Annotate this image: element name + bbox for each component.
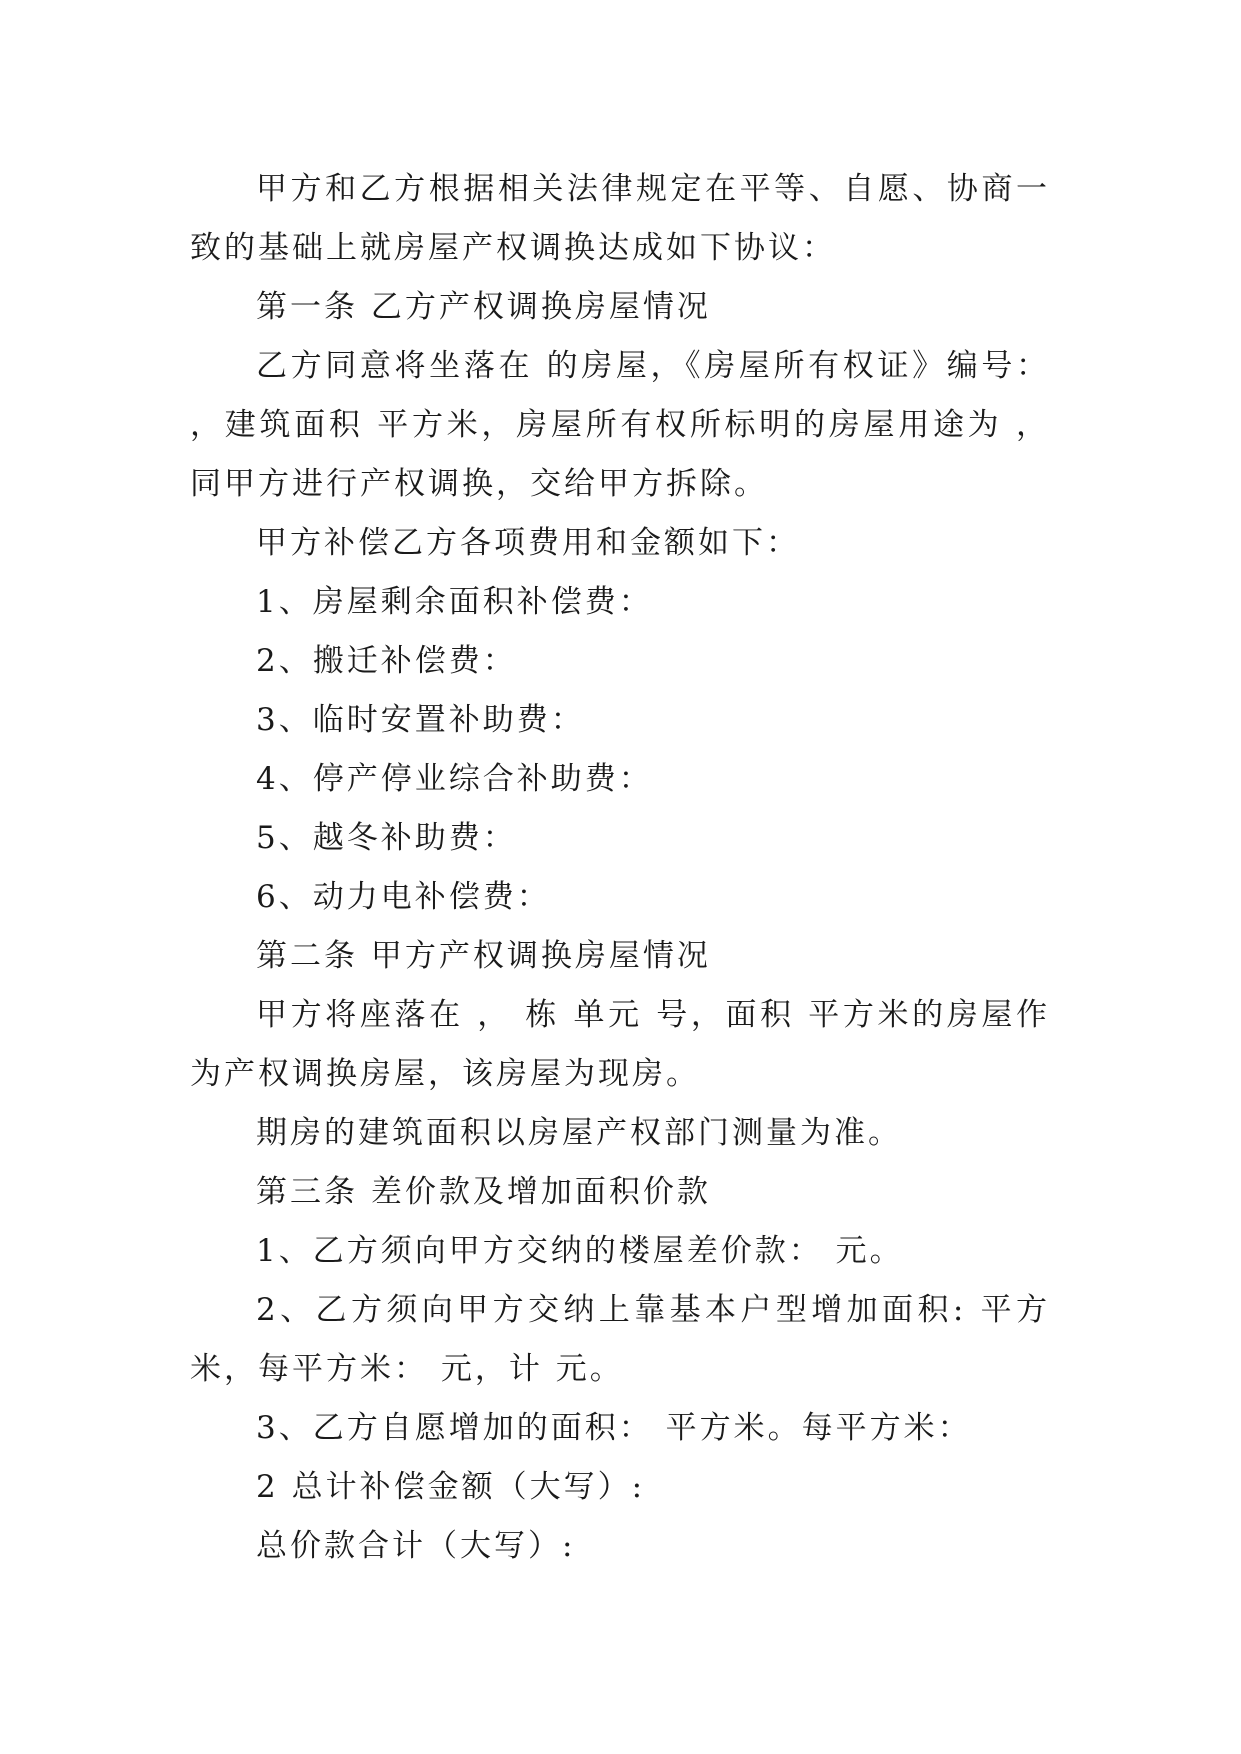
article-three-heading: 第三条 差价款及增加面积价款 <box>256 1174 711 1210</box>
article-one-heading: 第一条 乙方产权调换房屋情况 <box>256 289 711 325</box>
compensation-item-5: 5、越冬补助费： <box>256 820 517 856</box>
compensation-item-2: 2、搬迁补偿费： <box>256 643 517 679</box>
future-house-note: 期房的建筑面积以房屋产权部门测量为准。 <box>256 1115 902 1151</box>
price-difference-item-1: 1、乙方须向甲方交纳的楼屋差价款： 元。 <box>256 1233 904 1269</box>
compensation-item-1: 1、房屋剩余面积补偿费： <box>256 584 653 620</box>
price-difference-item-3: 3、乙方自愿增加的面积： 平方米。每平方米： <box>256 1410 972 1446</box>
article-two-heading: 第二条 甲方产权调换房屋情况 <box>256 938 711 974</box>
article-two-house-paragraph: 甲方将座落在 ， 栋 单元 号，面积 平方米的房屋作为产权调换房屋，该房屋为现房。 <box>190 997 1050 1092</box>
article-one-house-paragraph: 乙方同意将坐落在 的房屋，《房屋所有权证》编号： ，建筑面积 平方米，房屋所有权所标明的房屋用途为 ，同甲方进行产权调换，交给甲方拆除。 <box>190 348 1063 502</box>
price-difference-item-2: 2、乙方须向甲方交纳上靠基本户型增加面积: 平方米，每平方米： 元，计 元。 <box>190 1292 1050 1387</box>
compensation-item-3: 3、临时安置补助费： <box>256 702 585 738</box>
total-price-line: 总价款合计（大写）: <box>256 1528 576 1564</box>
total-compensation-line: 2 总计补偿金额（大写）: <box>256 1469 646 1505</box>
intro-paragraph: 甲方和乙方根据相关法律规定在平等、自愿、协商一致的基础上就房屋产权调换达成如下协议： <box>190 171 1050 266</box>
compensation-item-4: 4、停产停业综合补助费： <box>256 761 653 797</box>
compensation-intro: 甲方补偿乙方各项费用和金额如下： <box>256 525 800 561</box>
agreement-body <box>190 160 1063 1576</box>
compensation-item-6: 6、动力电补偿费： <box>256 879 551 915</box>
